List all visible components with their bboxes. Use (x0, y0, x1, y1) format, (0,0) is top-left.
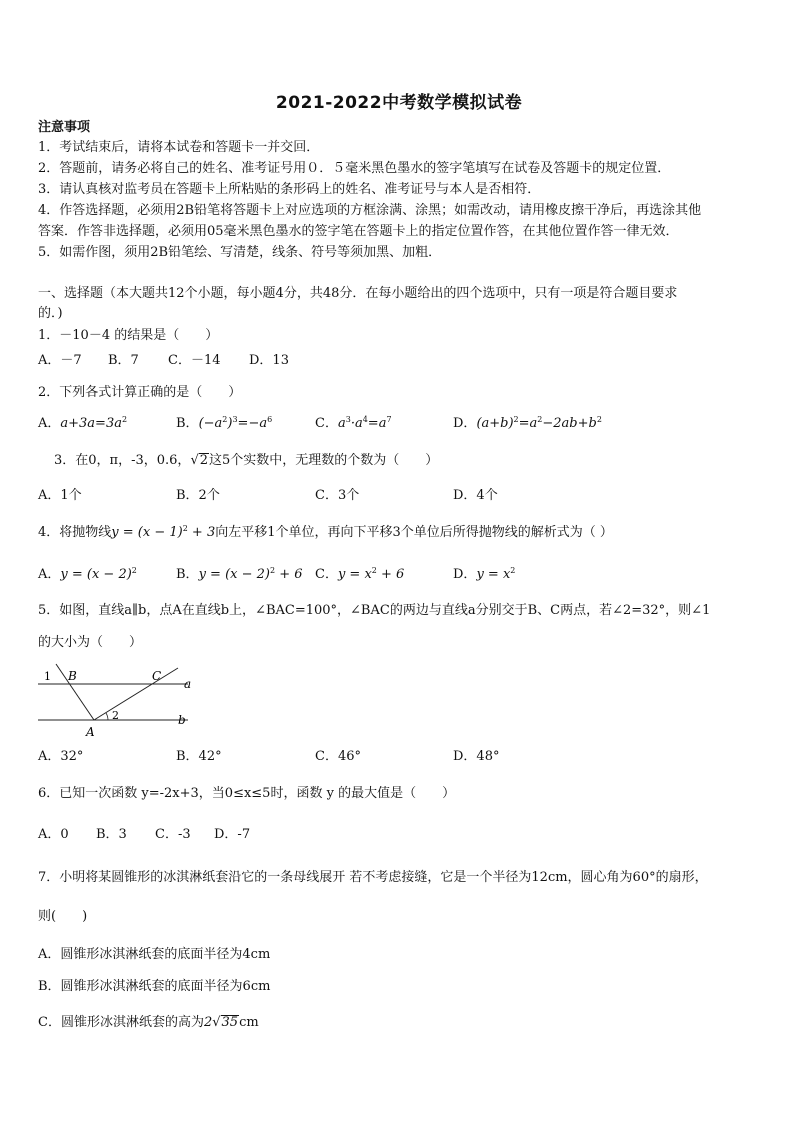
q5-option-d: D．48° (453, 749, 500, 764)
q2-option-d: D．$(a+b)^2=a^2-2ab+b^2$ (453, 415, 602, 431)
q1-option-d: D．13 (249, 353, 289, 368)
q5-stem-line-1: 5．如图，直线a∥b，点A在直线b上，∠BAC=100°，∠BAC的两边与直线a分别交于B、C两点，若∠2=32°，则∠1 (38, 603, 711, 618)
q6-option-a: A．0 (38, 827, 69, 842)
segment-ac (94, 668, 178, 720)
q7-stem-line-2: 则( ) (38, 909, 88, 924)
q5-option-a: A．32° (38, 749, 84, 764)
q3-option-b: B．2个 (176, 488, 220, 503)
notice-item-4-cont: 答案．作答非选择题，必须用05毫米黑色墨水的签字笔在答题卡上的指定位置作答，在其他位置作答一律无效． (38, 224, 679, 239)
q4-option-a: A．$y = (x - 2)^2$ (38, 566, 137, 582)
label-angle-1: 1 (44, 670, 51, 683)
q3-option-a: A．1个 (38, 488, 82, 503)
notice-heading: 注意事项 (38, 120, 91, 135)
q7-option-a: A．圆锥形冰淇淋纸套的底面半径为4cm (38, 947, 271, 962)
q4-option-b: B．$y = (x - 2)^2 + 6$ (176, 566, 303, 582)
label-point-b: B (68, 669, 77, 683)
notice-item-3: 3．请认真核对监考员在答题卡上所粘贴的条形码上的姓名、准考证号与本人是否相符． (38, 182, 541, 197)
label-line-a: a (184, 677, 192, 691)
q3-option-c: C．3个 (315, 488, 360, 503)
label-point-a: A (86, 725, 95, 738)
q6-option-d: D．-7 (214, 827, 251, 842)
notice-item-1: 1．考试结束后，请将本试卷和答题卡一并交回． (38, 140, 320, 155)
q6-option-c: C．-3 (155, 827, 191, 842)
q1-option-a: A．－7 (38, 353, 82, 368)
q2-option-c: C．$a^3\cdot a^4=a^7$ (315, 415, 392, 431)
q4-stem: 4．将抛物线$y = (x - 1)^2 + 3$向左平移1个单位，再向下平移3个单位后所得抛物线的解析式为（ ） (38, 524, 613, 540)
q4-option-c: C．$y = x^2 + 6$ (315, 566, 405, 582)
q2-option-a: A．$a+3a=3a^2$ (38, 415, 128, 431)
q1-option-c: C．－14 (168, 353, 221, 368)
q1-stem: 1．－10－4 的结果是（ ） (38, 328, 219, 343)
q1-option-b: B．7 (108, 353, 139, 368)
q2-option-b: B．$(-a^2)^3=-a^6$ (176, 415, 273, 431)
q5-stem-line-2: 的大小为（ ） (38, 635, 143, 650)
q6-stem: 6．已知一次函数 y=-2x+3，当0≤x≤5时，函数 y 的最大值是（ ） (38, 786, 456, 801)
section-heading-line-2: 的．) (38, 306, 63, 321)
q7-option-c: C．圆锥形冰淇淋纸套的高为2√35cm (38, 1015, 259, 1030)
q2-stem: 2．下列各式计算正确的是（ ） (38, 385, 242, 400)
angle-2-arc (106, 713, 108, 720)
notice-item-5: 5．如需作图，须用2B铅笔绘、写清楚，线条、符号等须加黑、加粗． (38, 245, 442, 260)
label-point-c: C (152, 669, 162, 683)
sqrt-symbol: √ (190, 453, 199, 468)
sqrt-symbol: √ (212, 1015, 221, 1030)
notice-item-4: 4．作答选择题，必须用2B铅笔将答题卡上对应选项的方框涂满、涂黑；如需改动，请用橡皮擦干净后，再选涂其他 (38, 203, 702, 218)
q7-stem-line-1: 7．小明将某圆锥形的冰淇淋纸套沿它的一条母线展开 若不考虑接缝，它是一个半径为12cm，圆心角为60°的扇形， (38, 870, 708, 885)
q4-option-d: D．$y = x^2$ (453, 566, 516, 582)
q6-option-b: B．3 (96, 827, 127, 842)
notice-item-2: 2．答题前，请务必将自己的姓名、准考证号用０．５毫米黑色墨水的签字笔填写在试卷及答题卡的规定位置． (38, 161, 671, 176)
q3-stem: 3．在0，π，-3，0.6，√2这5个实数中，无理数的个数为（ ） (54, 453, 439, 468)
q5-option-c: C．46° (315, 749, 361, 764)
q7-option-b: B．圆锥形冰淇淋纸套的底面半径为6cm (38, 979, 271, 994)
section-heading-line-1: 一、选择题（本大题共12个小题，每小题4分，共48分．在每小题给出的四个选项中，只有一项是符合题目要求 (38, 286, 678, 301)
label-angle-2: 2 (112, 709, 119, 722)
q5-geometry-figure (38, 660, 198, 738)
q3-option-d: D．4个 (453, 488, 498, 503)
q5-option-b: B．42° (176, 749, 222, 764)
label-line-b: b (178, 713, 186, 727)
page-title: 2021-2022中考数学模拟试卷 (275, 93, 523, 113)
